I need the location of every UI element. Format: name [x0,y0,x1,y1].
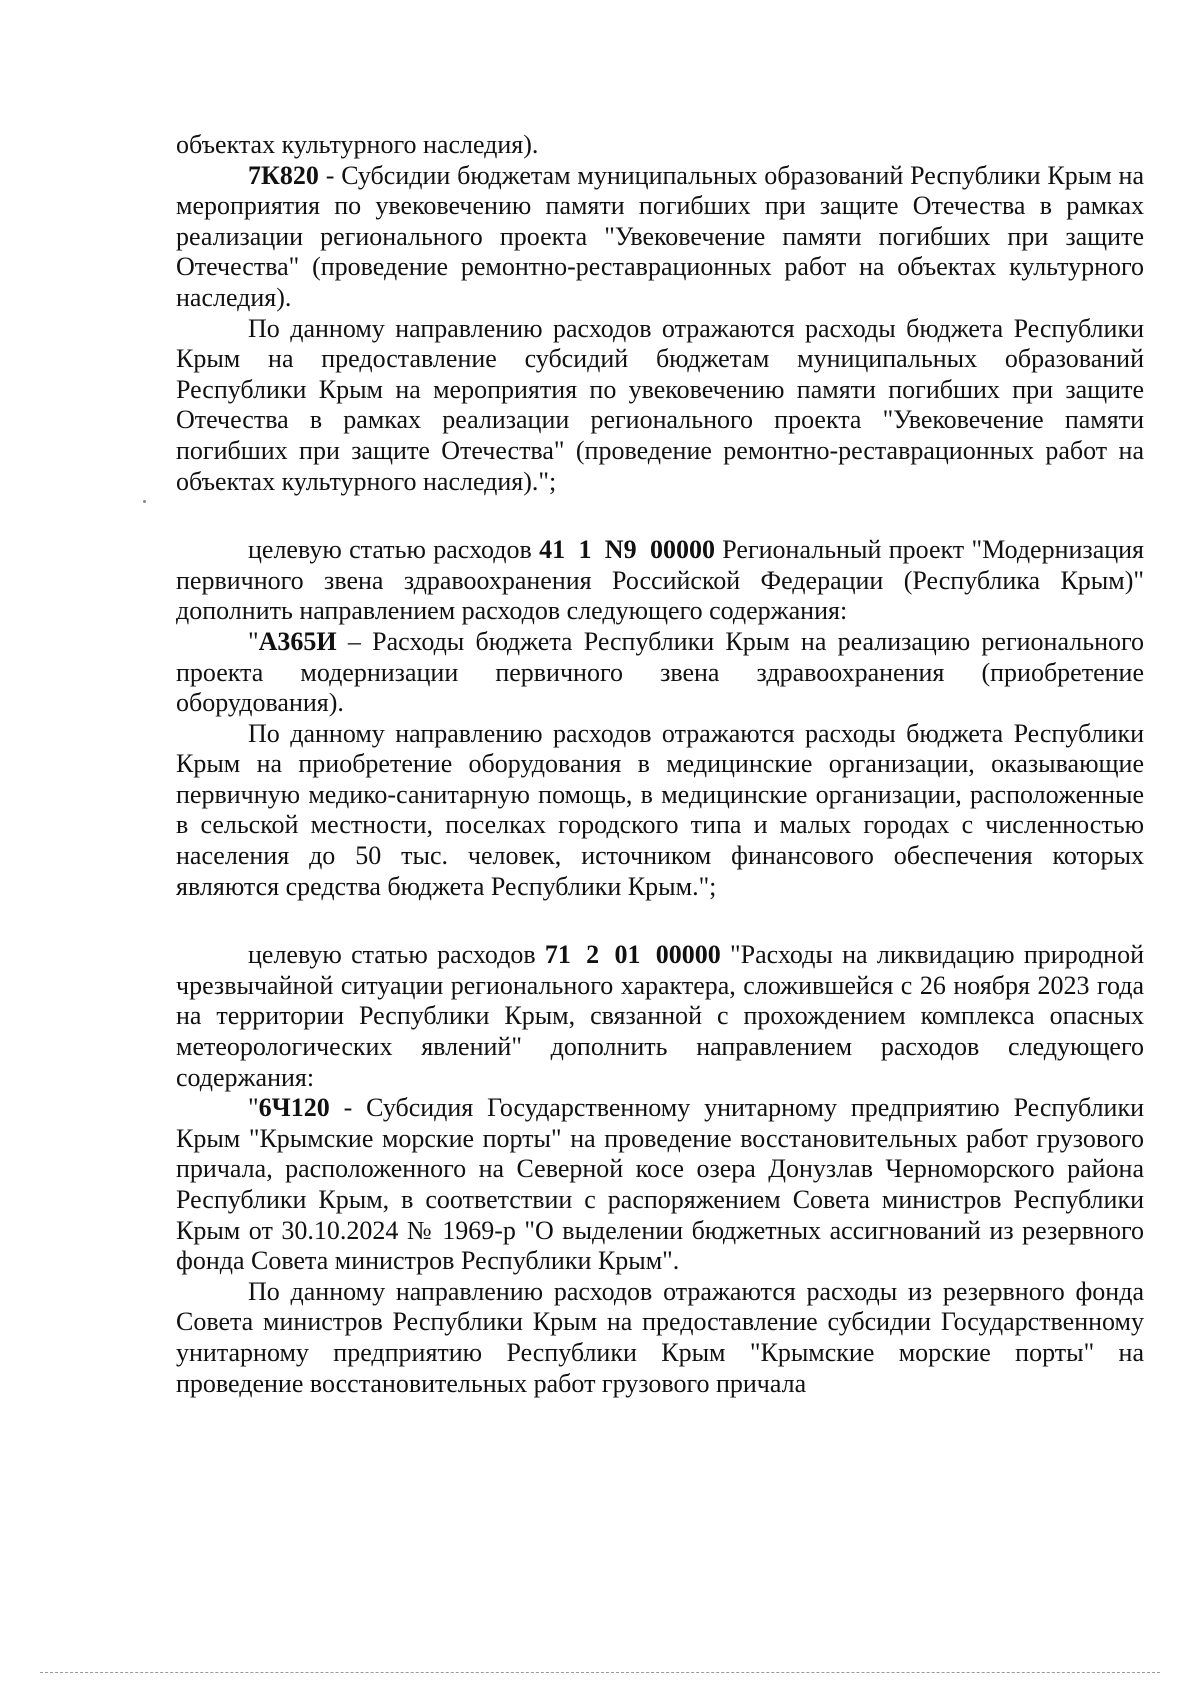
target-article-code: 71 2 01 00000 [544,940,721,970]
target-article-code: 41 1 N9 00000 [539,535,715,565]
document-page [176,130,1144,1399]
paragraph-expense-a365i-description [176,719,1144,903]
expense-code: 6Ч120 [258,1093,330,1123]
expense-code: 7К820 [248,160,319,190]
paragraph-text: По данному направлению расходов отражаются расходы из резервного фонда Совета министров Республики Крым на предоставление субсидии Государственному унитарному предприятию Республики Крым "Крымские морские порты" на проведение восстановительных работ грузового причала [176,1276,1144,1398]
paragraph-expense-6ch120-description [176,1277,1144,1399]
paragraph-text: По данному направлению расходов отражаются расходы бюджета Республики Крым на приобретение оборудования в медицинские организации, оказывающие первичную медико-санитарную помощь, в медицинские организации, расположенные в сельской местности, поселках городского типа и малых городах с численностью населения до 50 тыс. человек, источником финансового обеспечения которых являются средства бюджета Республики Крым."; [176,718,1144,901]
paragraph-continuation [176,130,1144,161]
paragraph-text: целевую статью расходов [248,940,545,970]
paragraph-text: целевую статью расходов [248,535,540,565]
paragraph-text: - Субсидии бюджетам муниципальных образований Республики Крым на мероприятия по увековечению памяти погибших при защите Отечества в рамках реализации регионального проекта "Увековечение памяти погибших при защите Отечества" (проведение ремонтно-реставрационных работ на объектах культурного наследия). [176,160,1144,312]
paragraph-text: - Субсидия Государственному унитарному предприятию Республики Крым "Крымские морские порты" на проведение восстановительных работ грузового причала, расположенного на Северной косе озера Донузлав Черноморского района Республики Крым, в соответствии с распоряжением Совета министров Республики Крым от 30.10.2024 № 1969-р "О выделении бюджетных ассигнований из резервного фонда Совета министров Республики Крым". [176,1093,1144,1276]
paragraph-text: объектах культурного наследия). [176,130,539,159]
paragraph-gap [176,497,1144,535]
paragraph-text: По данному направлению расходов отражаются расходы бюджета Республики Крым на предоставление субсидий бюджетам муниципальных образований Республики Крым на мероприятия по увековечению памяти погибших при защите Отечества в рамках реализации регионального проекта "Увековечение памяти погибших при защите Отечества" (проведение ремонтно-реставрационных работ на объектах культурного наследия)."; [176,313,1144,496]
paragraph-target-article-71-2-01 [176,940,1144,1093]
paragraph-text: – Расходы бюджета Республики Крым на реализацию регионального проекта модернизации первичного звена здравоохранения (приобретение оборудования). [176,626,1144,718]
paragraph-text: Региональный проект "Модернизация первичного звена здравоохранения Российской Федерации (Республика Крым)" дополнить направлением расходов следующего содержания: [176,535,1145,626]
paragraph-expense-a365i [176,627,1144,719]
quote-mark: " [248,626,259,656]
quote-mark: " [248,1093,259,1123]
paragraph-target-article-41-1-n9 [176,535,1144,627]
paragraph-text: "Расходы на ликвидацию природной чрезвычайной ситуации регионального характера, сложившейся с 26 ноября 2023 года на территории Республики Крым, связанной с прохождением комплекса опасных метеорологических явлений" дополнить направлением расходов следующего содержания: [176,940,1145,1092]
paragraph-expense-6ch120 [176,1093,1144,1277]
paragraph-expense-7k820-description [176,314,1144,498]
page-bottom-edge [40,1672,1160,1673]
paragraph-gap [176,902,1144,940]
scan-speck [143,500,146,503]
expense-code: А365И [258,626,337,656]
paragraph-expense-7k820 [176,161,1144,314]
